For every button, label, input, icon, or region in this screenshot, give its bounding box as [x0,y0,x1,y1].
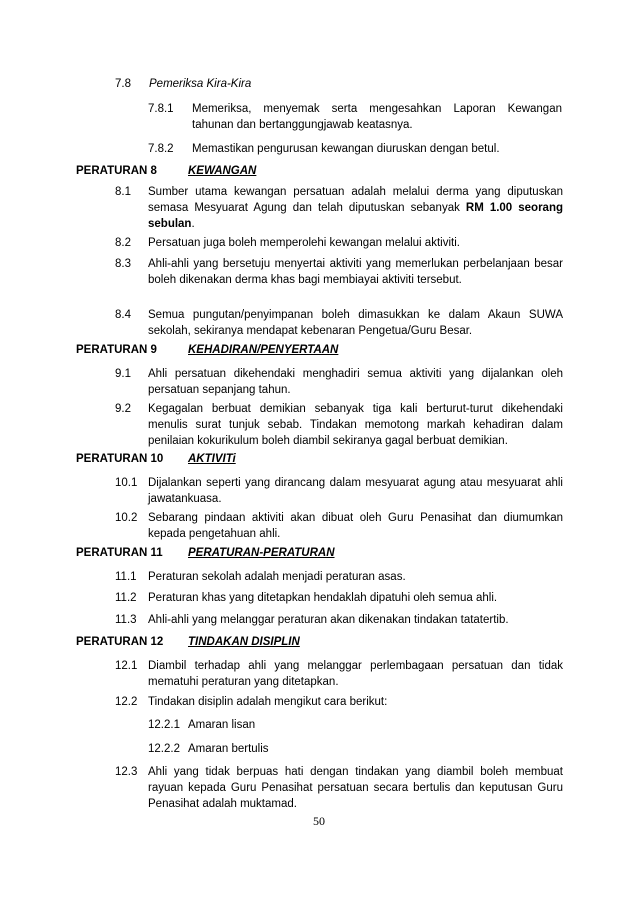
clause-number: 10.1 [115,477,138,489]
clause-12-2-2 [148,741,269,757]
clause-number: 11.3 [115,614,137,626]
clause-11-3 [115,612,563,628]
clause-11-2 [115,590,563,606]
clause-number: 8.2 [115,237,131,249]
clause-text: Ahli-ahli yang melanggar peraturan akan dikenakan tindakan tatatertib. [148,614,509,626]
clause-number: 8.3 [115,258,131,270]
clause-8-3 [115,256,563,288]
clause-text: Sebarang pindaan aktiviti akan dibuat oleh Guru Penasihat dan diumumkan kepada pengetahuan ahli. [148,512,563,540]
clause-number: 9.2 [115,403,131,415]
clause-text: Memeriksa, menyemak serta mengesahkan Laporan Kewangan tahunan dan bertanggungjawab keatasnya. [192,103,562,131]
page-number: 50 [313,814,325,828]
clause-12-1 [115,658,563,690]
clause-number: 12.2.2 [148,743,180,755]
clause-text: Tindakan disiplin adalah mengikut cara berikut: [148,696,388,708]
clause-text: Semua pungutan/penyimpanan boleh dimasukkan ke dalam Akaun SUWA sekolah, sekiranya mendapat kebenaran Pengetua/Guru Besar. [148,309,563,337]
clause-10-1 [115,475,563,507]
clause-number: 12.3 [115,766,138,778]
clause-number: 7.8.1 [148,103,174,115]
section-label: PERATURAN 10 [76,453,164,465]
clause-12-2-1 [148,717,255,733]
clause-11-1 [115,569,563,585]
clause-9-1 [115,366,563,398]
subsection-number: 7.8 [115,78,131,90]
clause-text: Peraturan sekolah adalah menjadi peraturan asas. [148,571,406,583]
clause-number: 11.1 [115,571,137,583]
clause-number: 12.2 [115,696,138,708]
section-label: PERATURAN 12 [76,636,164,648]
clause-12-2 [115,694,563,710]
subsection-title: Pemeriksa Kira-Kira [149,78,252,90]
section-title: KEWANGAN [188,165,257,177]
clause-number: 12.1 [115,660,138,672]
clause-number: 8.1 [115,186,131,198]
clause-text: Amaran lisan [188,719,256,731]
section-title: TINDAKAN DISIPLIN [188,636,300,648]
section-label: PERATURAN 9 [76,344,157,356]
section-title: PERATURAN-PERATURAN [188,547,335,559]
clause-text: Kegagalan berbuat demikian sebanyak tiga kali berturut-turut dikehendaki menulis surat tunjuk sebab. Tindakan memotong markah kehadiran dalam penilaian kokurikulum boleh diambil sekiranya gagal berbuat demikian. [148,403,563,447]
amount-highlight: RM 1.00 seorang sebulan [148,202,563,230]
clause-8-4 [115,307,563,339]
clause-12-3 [115,764,563,812]
clause-number: 10.2 [115,512,138,524]
clause-number: 12.2.1 [148,719,180,731]
section-title: KEHADIRAN/PENYERTAAN [188,344,339,356]
section-label: PERATURAN 8 [76,165,157,177]
clause-number: 7.8.2 [148,143,174,155]
section-title: AKTIVITi [188,453,236,465]
clause-8-1 [115,184,563,232]
clause-number: 8.4 [115,309,131,321]
clause-text: Ahli-ahli yang bersetuju menyertai aktiviti yang memerlukan perbelanjaan besar boleh dikenakan derma khas bagi membiayai aktiviti tersebut. [148,258,563,286]
clause-7-8-1 [148,101,562,133]
clause-text: Memastikan pengurusan kewangan diuruskan dengan betul. [192,143,500,155]
clause-text: Sumber utama kewangan persatuan adalah melalui derma yang diputuskan semasa Mesyuarat Agung dan telah diputuskan sebanyak RM 1.00 seorang sebulan. [148,186,563,230]
section-label: PERATURAN 11 [76,547,163,559]
clause-8-2 [115,235,563,251]
clause-9-2 [115,401,563,449]
clause-text: Amaran bertulis [188,743,269,755]
clause-text: Ahli yang tidak berpuas hati dengan tindakan yang diambil boleh membuat rayuan kepada Guru Penasihat persatuan secara bertulis dan keputusan Guru Penasihat adalah muktamad. [148,766,563,810]
clause-text: Peraturan khas yang ditetapkan hendaklah dipatuhi oleh semua ahli. [148,592,498,604]
clause-text: Persatuan juga boleh memperolehi kewangan melalui aktiviti. [148,237,460,249]
clause-7-8-2 [148,141,562,157]
clause-text: Diambil terhadap ahli yang melanggar perlembagaan persatuan dan tidak mematuhi peraturan yang ditetapkan. [148,660,563,688]
clause-text: Ahli persatuan dikehendaki menghadiri semua aktiviti yang dijalankan oleh persatuan sepanjang tahun. [148,368,563,396]
clause-number: 11.2 [115,592,137,604]
clause-number: 9.1 [115,368,131,380]
clause-text: Dijalankan seperti yang dirancang dalam mesyuarat agung atau mesyuarat ahli jawatankuasa. [148,477,563,505]
clause-10-2 [115,510,563,542]
